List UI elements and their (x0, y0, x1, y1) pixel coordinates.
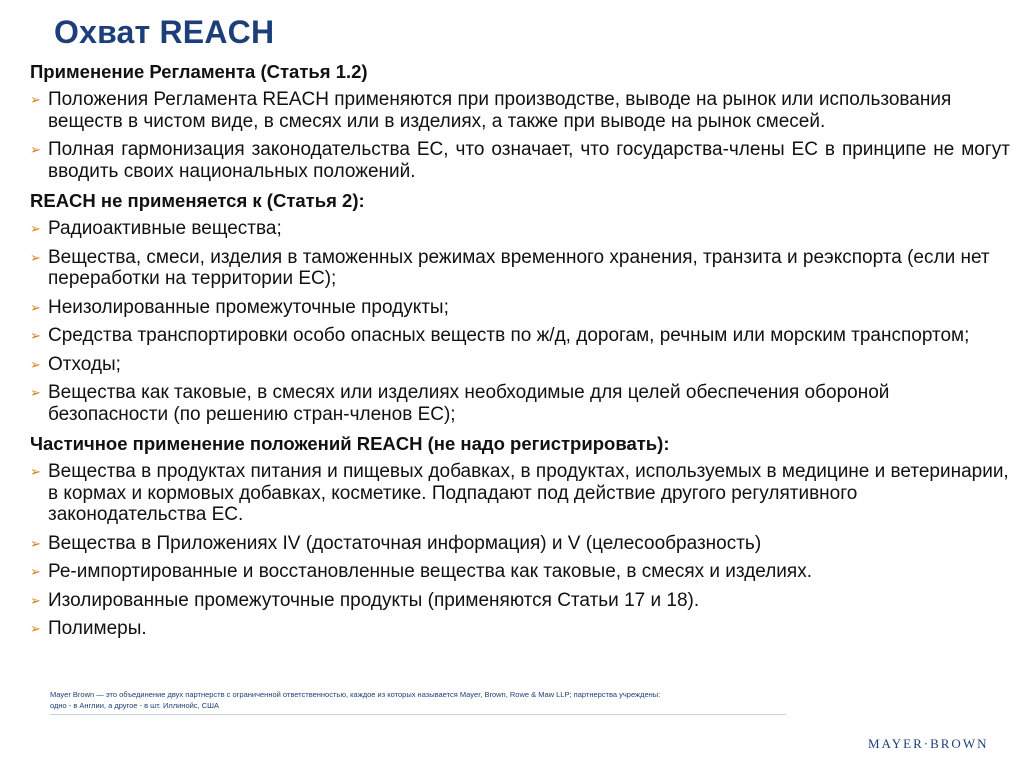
slide-title: Охват REACH (54, 14, 275, 50)
list-item-text: Полимеры. (48, 618, 147, 639)
section-heading-application: Применение Регламента (Статья 1.2) (30, 61, 368, 82)
list-item (30, 139, 1010, 182)
list-item (30, 297, 1010, 319)
list-item-text: Вещества в Приложениях IV (достаточная информация) и V (целесообразность) (48, 532, 762, 554)
arrow-bullet-icon: ➢ (30, 464, 41, 479)
arrow-bullet-icon: ➢ (30, 92, 41, 107)
list-item (30, 561, 1010, 583)
list-item-text: Полная гармонизация законодательства ЕС, что означает, что государства-члены ЕС в принципе не могут вводить своих национальных положений. (48, 139, 1010, 182)
list-item (30, 354, 1010, 376)
list-item-text: Отходы; (48, 353, 121, 375)
list-item-text: Изолированные промежуточные продукты (применяются Статьи 17 и 18). (48, 589, 700, 611)
list-item (30, 461, 1010, 526)
footer-line-2: одно - в Англии, а другое - в шт. Иллинойс, США (50, 701, 220, 710)
list-item (30, 325, 1010, 347)
footer-line-1: Mayer Brown — это объединение двух партнерств с ограниченной ответственностью, каждое из которых называется Mayer, Brown, Rowe & Maw LLP; партнерства учреждены: (50, 690, 661, 699)
arrow-bullet-icon: ➢ (30, 592, 41, 608)
list-item (30, 618, 1010, 640)
list-item (30, 247, 1010, 290)
arrow-bullet-icon: ➢ (30, 564, 41, 579)
mayer-brown-logo: MAYER·BROWN (868, 736, 989, 751)
arrow-bullet-icon: ➢ (30, 249, 41, 265)
arrow-bullet-icon: ➢ (30, 535, 41, 551)
arrow-bullet-icon: ➢ (30, 621, 41, 636)
footer-disclaimer (50, 689, 810, 711)
list-item (30, 590, 1010, 612)
list-item-text: Средства транспортировки особо опасных веществ по ж/д, дорогам, речным или морским транспортом; (48, 325, 970, 346)
list-item (30, 382, 1010, 425)
slide-content (30, 60, 1010, 647)
list-item (30, 218, 1010, 240)
footer-divider (50, 714, 786, 715)
arrow-bullet-icon: ➢ (30, 221, 41, 236)
list-item-text: Радиоактивные вещества; (48, 218, 282, 239)
list-item-text: Вещества, смеси, изделия в таможенных режимах временного хранения, транзита и реэкспорта (если нет переработки на территории ЕС); (48, 246, 990, 289)
list-item-text: Положения Регламента REACH применяются при производстве, выводе на рынок или использования веществ в чистом виде, в смесях или в изделиях, а также при выводе на рынок смесей. (48, 89, 952, 132)
arrow-bullet-icon: ➢ (30, 385, 41, 400)
arrow-bullet-icon: ➢ (30, 299, 41, 315)
section-heading-not-applicable: REACH не применяется к (Статья 2): (30, 190, 365, 211)
list-item-text: Вещества в продуктах питания и пищевых добавках, в продуктах, используемых в медицине и ветеринарии, в кормах и кормовых добавках, косметике. Подпадают под действие другого регулятивного законодательства ЕС. (48, 461, 1009, 525)
section-heading-partial: Частичное применение положений REACH (не надо регистрировать): (30, 433, 670, 454)
list-item-text: Неизолированные промежуточные продукты; (48, 296, 449, 318)
arrow-bullet-icon: ➢ (30, 328, 41, 343)
arrow-bullet-icon: ➢ (30, 142, 41, 157)
list-item-text: Ре-импортированные и восстановленные вещества как таковые, в смесях и изделиях. (48, 561, 812, 582)
list-item (30, 533, 1010, 555)
list-item-text: Вещества как таковые, в смесях или изделиях необходимые для целей обеспечения обороной безопасности (по решению стран-членов ЕС); (48, 382, 890, 425)
arrow-bullet-icon: ➢ (30, 356, 41, 372)
list-item (30, 89, 1010, 132)
